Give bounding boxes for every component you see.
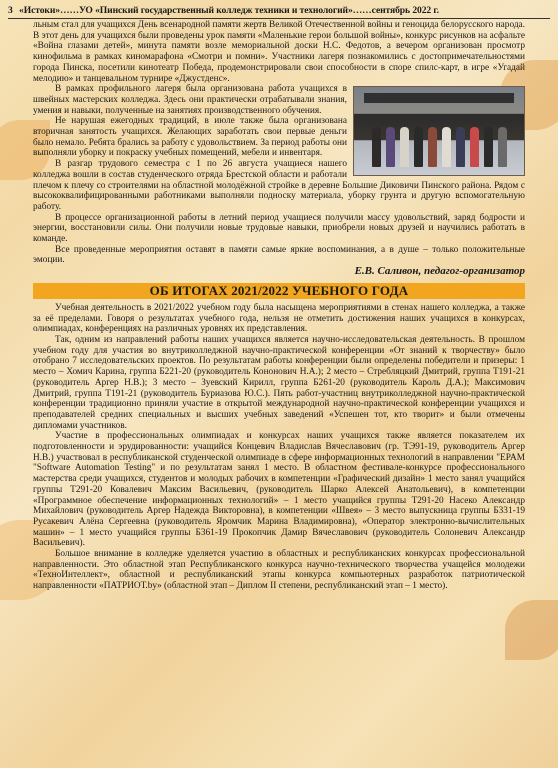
section-title: ОБ ИТОГАХ 2021/2022 УЧЕБНОГО ГОДА <box>33 283 525 299</box>
paragraph: льным стал для учащихся День всенародной памяти жертв Великой Отечественной войны и геноцида белорусского народа. В этот день для учащихся были проведены урок памяти «Маленькие герои большой войны», конкурс рисунков на асфальте «Война глазами детей», минута памяти возле мемориальной доски Н.С. Федотов, а вечером организован просмотр кинофильма в рамках киномарафона «Смотри и помни». Участники лагеря познакомились с достопримечательностями города Пинска, посетили кинотеатр Победа, продемонстрировали свои способности в споре спилс-карт, в игре «Угадай мелодию» и танцевальном турнире «Джустденс». <box>33 20 525 84</box>
paragraph: В процессе организационной работы в летний период учащиеся получили массу удовольствий, заряд бодрости и энергии, восстановили силы. Они получили новые трудовые навыки, приобрели новых друзей и научились работать в команде. <box>33 212 525 245</box>
paragraph: Участие в профессиональных олимпиадах и конкурсах наших учащихся также является показателем их подготовленности и эрудированности: учащийся Концевич Владислав Вячеславович (гр. ТЭ91-19, руководитель Аргер Н.В.) участвовал в республиканской студенческой олимпиаде в сфере информационных технологий в направлении "EPAM "Software Automation Testing" и по результатам занял 1 место. В областном фестивале-конкурсе профессионального мастерства среди учащихся, студентов и молодых рабочих в компетенции «Графический дизайн» 1 место занял учащийся группы Т291-20 Ковалевич Максим Васильевич, (руководитель Шарко Алексей Анатольевич), в компетенции «Программное обеспечение информационных технологий» – 1 место учащийся группы Т291-20 Насеко Александр Михайлович (руководитель Аргер Надежда Викторовна), в компетенции «Швея» – 3 место выпускница группы Б331-19 Русакевич Алёна Сергеевна (руководитель Яромчик Марина Владимировна), «Оператор электронно-вычислительных машин» – 1 место учащийся группы Б361-19 Прокопчик Дамир Вячеславович (руководитель Солоневич Александр Васильевич). <box>33 431 525 549</box>
paragraph: В рамках профильного лагеря была организована работа учащихся в швейных мастерских колледжа. Здесь они практически отрабатывали знания, умения и навыки, полученные на занятиях производственного обучения. <box>33 84 347 116</box>
author-signature: Е.В. Саливон, педагог-организатор <box>354 265 525 278</box>
paragraph: Большое внимание в колледже уделяется участию в областных и республиканских конкурсах профессиональной направленности. Это областной этап Республиканского конкурса научно-технического творчества учащейся молодежи «ТехноИнтеллект», областной и республиканский этапы конкурса компьютерных разработок патриотической направленности «ПАТРИОТ.by» (областной этап – Диплом II степени, республиканский этап – 1 место). <box>33 549 525 592</box>
paragraph: Учебная деятельность в 2021/2022 учебном году была насыщена мероприятиями в стенах нашего колледжа, а также за её пределами. Говоря о результатах учебного года, нельзя не отметить достижения наших учащихся в конкурсах, олимпиадах, конференциях на различных уровнях их представления. <box>33 302 525 335</box>
page-number: 3 <box>8 5 13 16</box>
paragraph: Все проведенные мероприятия оставят в памяти самые яркие воспоминания, а в душе – только положительные эмоции. <box>33 244 525 266</box>
paragraph: Не нарушая ежегодных традиций, в июле также была организована вторичная занятость учащихся. Желающих заработать свои первые деньги было немало. Ребята брались за работу с удовольствием. За период работы они выполняли уборку и покраску учебных помещений, мебели и инвентаря. <box>33 116 347 159</box>
paragraph: Так, одним из направлений работы наших учащихся является научно-исследовательская деятельность. В прошлом учебном году для участия во внутриколледжной научно-практической конференции «От знаний к творчеству» было отобрано 7 исследовательских проектов. По результатам работы конференции были определены победители и призеры: 1 место – Хомич Карина, группа Б221-20 (руководитель Кононович Н.А.); 2 место – Стребляцкий Дмитрий, группа Т191-21 (руководитель Аргер Н.В.); 3 место – Зуевский Кирилл, группа Б261-20 (руководитель Кароль Д.А.); Максимович Дмитрий, группа Т191-21 (руководитель Буриазова Ю.С.). Пять работ-участниц внутриколледжной научно-практической конференции традиционно приняли участие в открытой международной научно-практической конференции учащихся и преподавателей средних специальных и высших учебных заведений «Успешен тот, кто творит» и были отмечены дипломами участников. <box>33 334 525 431</box>
page-header <box>8 4 550 19</box>
group-photo <box>353 86 525 176</box>
paragraph: В разгар трудового семестра с 1 по 26 августа учащиеся нашего колледжа вошли в состав студенческого отряда Брестской области и работали плечом к плечу со строителями на областной молодёжной стройке в деревне Большие Диковичи Пинского района. Рядом с высококвалифицированными работниками выполняли подноску материала, уборку грунта и другую вспомогательную работу. <box>33 159 525 212</box>
newspaper-title: «Истоки»……УО «Пинский государственный колледж техники и технологий»……сентябрь 2022 г. <box>19 5 439 16</box>
leaf-decoration <box>505 600 558 660</box>
article-content <box>33 20 525 592</box>
